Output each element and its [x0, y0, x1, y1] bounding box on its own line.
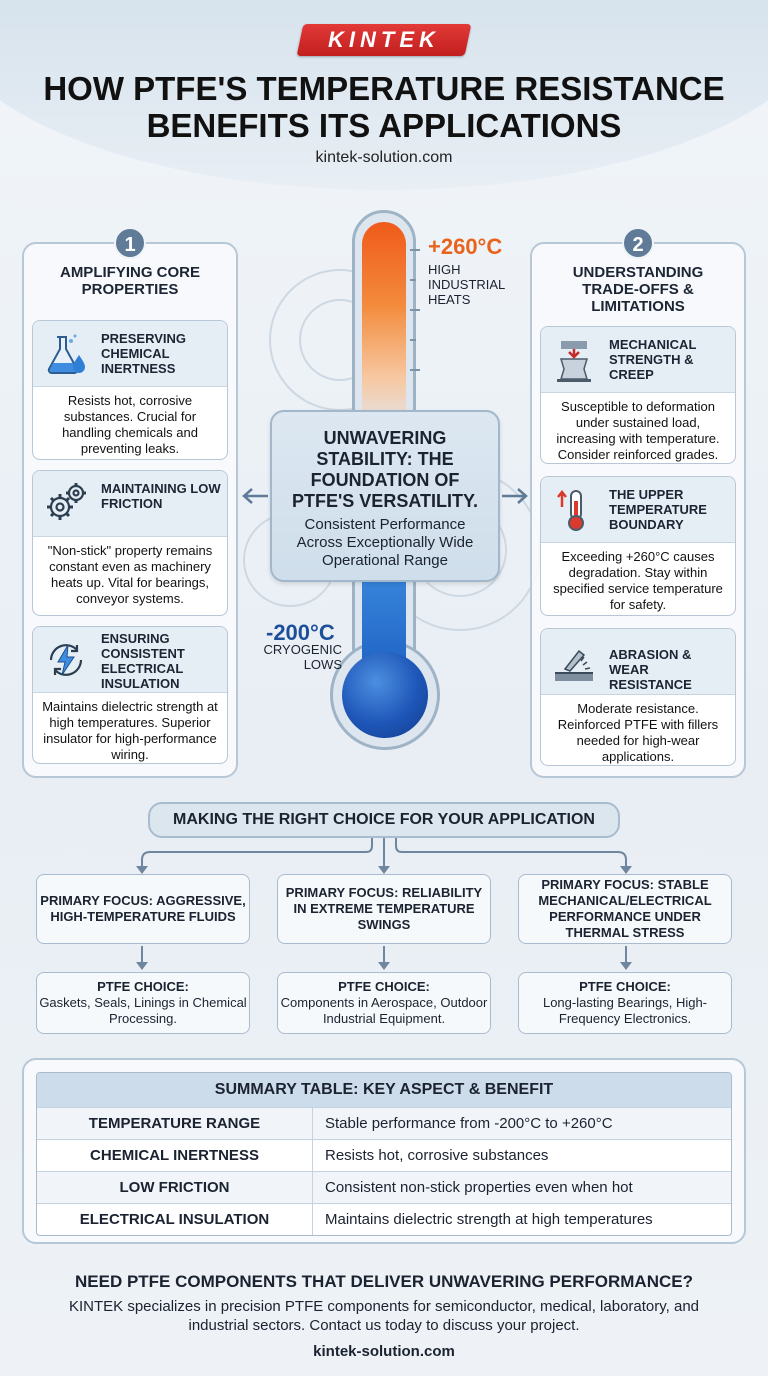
focus-temperature-swings	[277, 874, 491, 944]
side-arrows	[240, 484, 530, 508]
low-temperature-label: CRYOGENIC LOWS	[263, 642, 342, 672]
focus-text: PRIMARY FOCUS: AGGRESSIVE, HIGH-TEMPERATURE FLUIDS	[40, 893, 246, 924]
pick-title: PTFE CHOICE:	[579, 979, 671, 994]
cta-title: NEED PTFE COMPONENTS THAT DELIVER UNWAVERING PERFORMANCE?	[74, 1272, 693, 1291]
pick-title: PTFE CHOICE:	[97, 979, 189, 994]
stability-title: UNWAVERING STABILITY: THE FOUNDATION OF PTFE'S VERSATILITY.	[292, 428, 478, 511]
focus-text: PRIMARY FOCUS: STABLE MECHANICAL/ELECTRICAL PERFORMANCE UNDER THERMAL STRESS	[538, 877, 712, 940]
table-row	[37, 1171, 731, 1203]
core-properties-title: AMPLIFYING CORE PROPERTIES	[59, 264, 200, 298]
card-mechanical-strength	[540, 326, 736, 464]
card-body: Susceptible to deformation under sustained load, increasing with temperature. Consider reinforced grades.	[556, 399, 720, 462]
thermometer-up-icon	[551, 487, 597, 533]
card-body: Resists hot, corrosive substances. Crucial for handling chemicals and preventing leaks.	[62, 393, 198, 456]
thermometer-bulb	[342, 652, 428, 738]
summary-table-title: SUMMARY TABLE: KEY ASPECT & BENEFIT	[37, 1073, 731, 1107]
table-cell-aspect: ELECTRICAL INSULATION	[37, 1204, 313, 1235]
kintek-logo[interactable]: KINTEK	[297, 24, 472, 56]
table-cell-benefit: Resists hot, corrosive substances	[325, 1147, 549, 1164]
pick-body: Components in Aerospace, Outdoor Industrial Equipment.	[280, 995, 488, 1026]
card-body: Moderate resistance. Reinforced PTFE with fillers needed for high-wear applications.	[557, 701, 719, 764]
low-temperature-value: -200°C	[266, 620, 335, 645]
choice-section-header: MAKING THE RIGHT CHOICE FOR YOUR APPLICATION	[148, 802, 620, 838]
trade-offs-title: UNDERSTANDING TRADE-OFFS & LIMITATIONS	[572, 264, 704, 315]
pick-title: PTFE CHOICE:	[338, 979, 430, 994]
focus-aggressive-fluids	[36, 874, 250, 944]
table-cell-benefit: Stable performance from -200°C to +260°C	[325, 1115, 613, 1132]
card-body: Maintains dielectric strength at high temperatures. Superior insulator for high-performance wiring.	[42, 699, 218, 762]
right-arrow-icon	[502, 489, 526, 503]
card-title: ABRASION & WEAR RESISTANCE	[609, 647, 692, 692]
summary-table	[36, 1072, 732, 1236]
card-title: MAINTAINING LOW FRICTION	[101, 481, 221, 511]
card-low-friction	[32, 470, 228, 616]
flask-icon	[43, 331, 89, 377]
focus-text: PRIMARY FOCUS: RELIABILITY IN EXTREME TEMPERATURE SWINGS	[285, 885, 483, 932]
card-title: ENSURING CONSISTENT ELECTRICAL INSULATION	[101, 631, 185, 691]
ptfe-choice-chemical	[36, 972, 250, 1034]
card-body: "Non-stick" property remains constant even as machinery heats up. Vital for bearings, conveyor systems.	[47, 543, 213, 606]
cta-body: KINTEK specializes in precision PTFE components for semiconductor, medical, laboratory, and industrial sectors. Contact us today to discuss your project.	[69, 1298, 699, 1334]
table-cell-aspect: LOW FRICTION	[37, 1172, 313, 1203]
pick-body: Gaskets, Seals, Linings in Chemical Processing.	[39, 995, 247, 1026]
card-title: THE UPPER TEMPERATURE BOUNDARY	[609, 487, 707, 532]
lightning-icon	[43, 637, 89, 683]
card-electrical-insulation	[32, 626, 228, 764]
abrasion-icon	[551, 639, 597, 685]
gears-icon	[43, 481, 89, 527]
card-chemical-inertness	[32, 320, 228, 460]
ptfe-choice-aerospace	[277, 972, 491, 1034]
table-cell-benefit: Maintains dielectric strength at high temperatures	[325, 1211, 653, 1228]
panel-number-badge-1: 1	[114, 227, 146, 259]
site-url-top[interactable]: kintek-solution.com	[315, 149, 453, 166]
table-cell-aspect: CHEMICAL INERTNESS	[37, 1140, 313, 1171]
panel-number-badge-2: 2	[622, 227, 654, 259]
left-arrow-icon	[244, 489, 268, 503]
high-temperature-value: +260°C	[428, 234, 503, 259]
table-row	[37, 1203, 731, 1235]
table-cell-benefit: Consistent non-stick properties even when hot	[325, 1179, 633, 1196]
table-row	[37, 1107, 731, 1139]
focus-thermal-stress	[518, 874, 732, 944]
card-title: PRESERVING CHEMICAL INERTNESS	[101, 331, 187, 376]
card-abrasion-wear	[540, 628, 736, 766]
stability-subtitle: Consistent Performance Across Exceptionally Wide Operational Range	[296, 516, 474, 569]
table-cell-aspect: TEMPERATURE RANGE	[37, 1108, 313, 1139]
card-body: Exceeding +260°C causes degradation. Stay within specified service temperature for safety.	[553, 549, 723, 612]
high-temperature-label: HIGH INDUSTRIAL HEATS	[428, 262, 505, 307]
page-title: HOW PTFE'S TEMPERATURE RESISTANCE BENEFITS ITS APPLICATIONS	[43, 70, 725, 144]
card-title: MECHANICAL STRENGTH & CREEP	[609, 337, 697, 382]
ptfe-choice-bearings	[518, 972, 732, 1034]
site-url-bottom[interactable]: kintek-solution.com	[313, 1343, 455, 1360]
table-row	[37, 1139, 731, 1171]
press-icon	[551, 337, 597, 383]
pick-body: Long-lasting Bearings, High-Frequency Electronics.	[542, 995, 708, 1026]
card-upper-temperature	[540, 476, 736, 616]
